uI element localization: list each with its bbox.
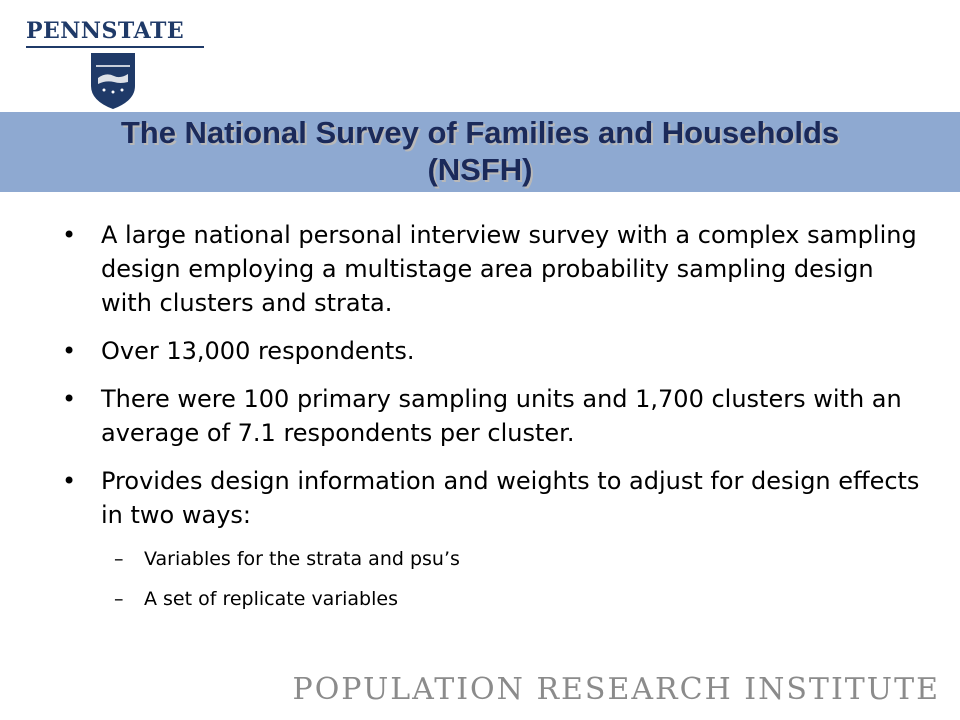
title-line-2: (NSFH) [427,152,533,187]
sub-bullet-item [62,546,922,572]
sub-bullet-text: Variables for the strata and psu’s [144,548,460,570]
bullet-text: There were 100 primary sampling units and 1,700 clusters with an average of 7.1 respondents per cluster. [101,385,902,447]
bullet-text: A large national personal interview survey with a complex sampling design employing a multistage area probability sampling design with clusters and strata. [101,221,917,317]
pennstate-logo [22,10,212,110]
sub-bullet-text: A set of replicate variables [144,588,398,610]
population-research-institute-footer: POPULATION RESEARCH INSTITUTE [292,672,940,707]
sub-bullet-dash: – [114,548,124,570]
pennstate-wordmark: PENNSTATE [26,18,185,44]
bullet-text: Provides design information and weights to adjust for design effects in two ways: [101,467,920,529]
bullet-dot: • [62,385,77,413]
title-line-1: The National Survey of Families and Households [120,115,840,150]
logo-rule [26,46,204,48]
sub-bullet-dash: – [114,588,124,610]
slide-title [0,114,960,188]
bullet-dot: • [62,467,77,495]
bullet-item [62,382,922,450]
bullet-dot: • [62,221,77,249]
bullet-text: Over 13,000 respondents. [101,337,415,365]
bullet-list [62,218,922,626]
bullet-item [62,334,922,368]
sub-bullet-item [62,586,922,612]
nittany-lion-shield-icon [90,52,136,110]
bullet-item [62,464,922,532]
bullet-dot: • [62,337,77,365]
bullet-item [62,218,922,320]
